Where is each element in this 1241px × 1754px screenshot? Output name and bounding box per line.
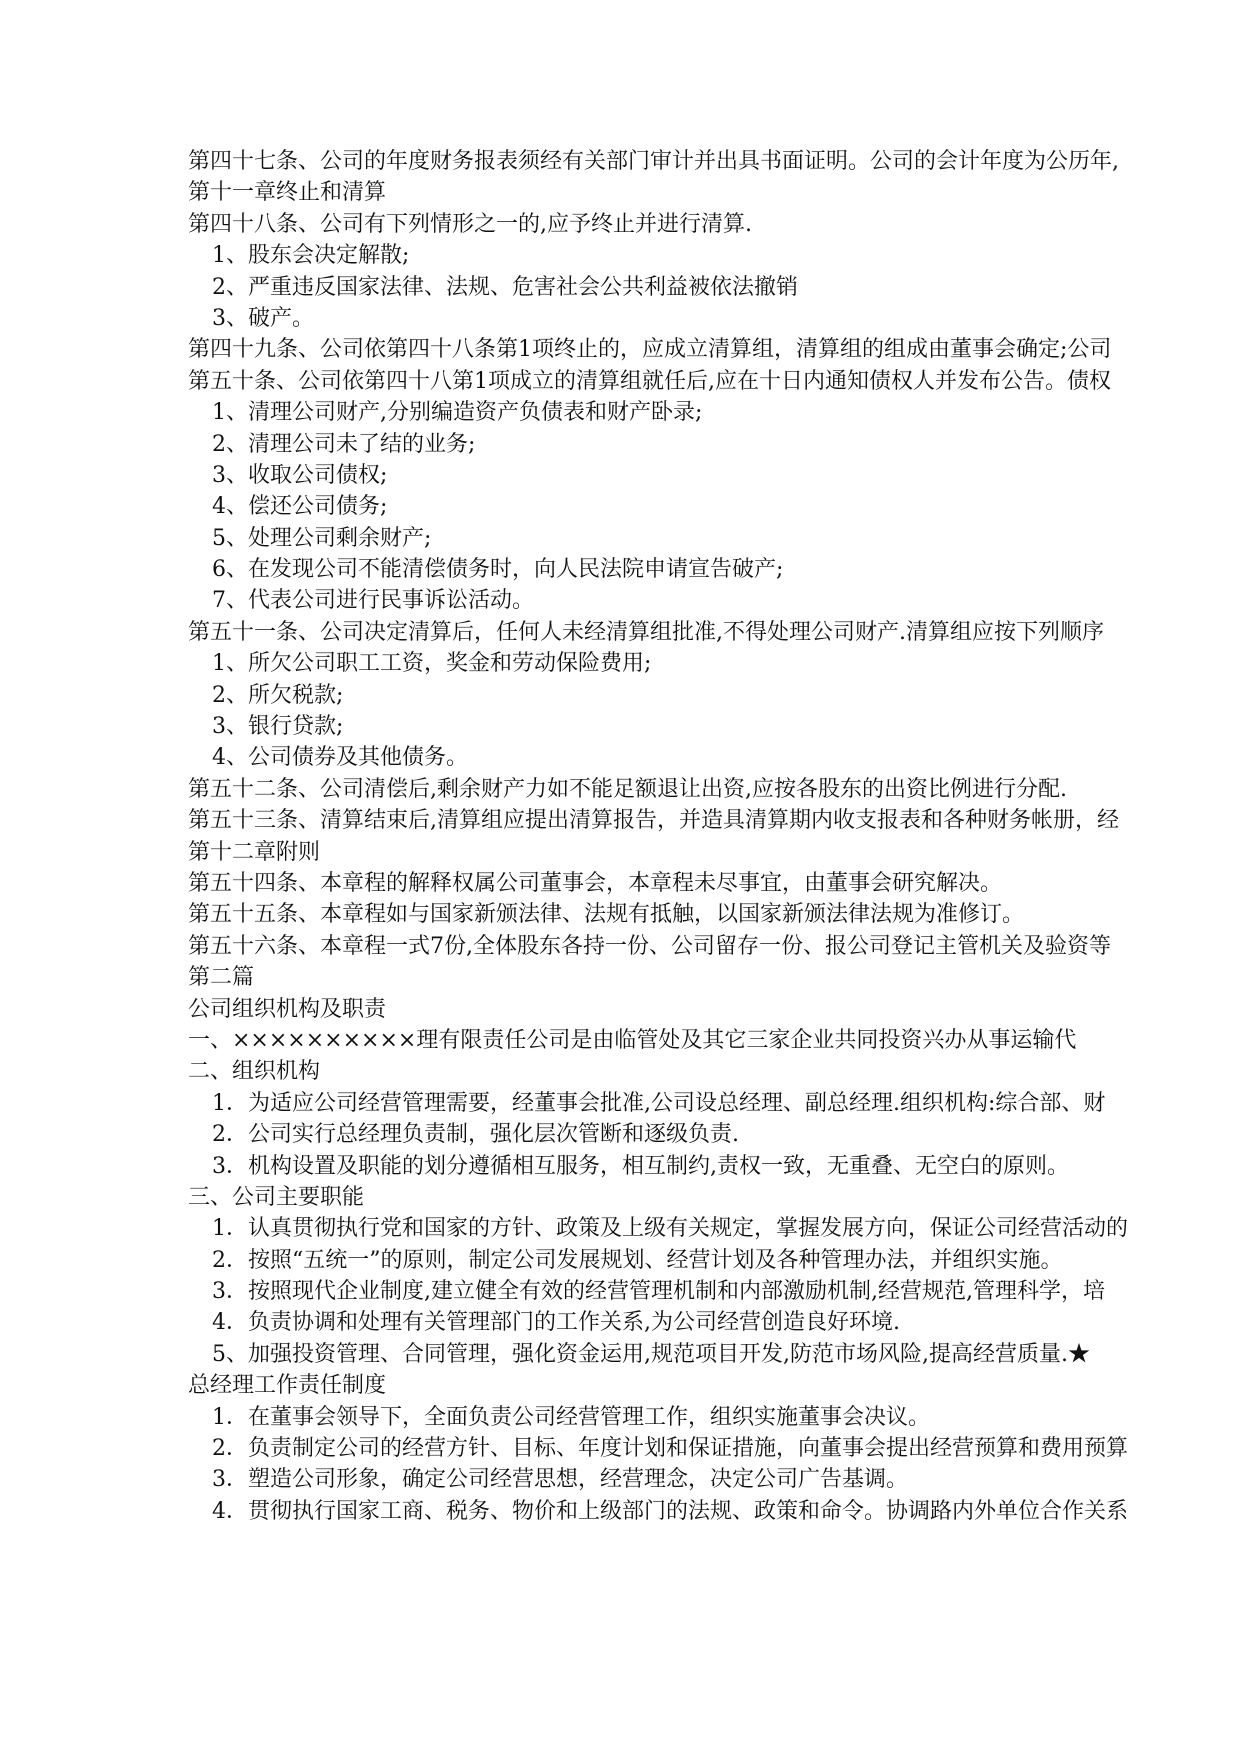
list-item: 1．为适应公司经营管理需要，经董事会批准,公司设总经理、副总经理.组织机构:综合部、财 — [212, 1090, 1106, 1116]
list-item: 7、代表公司进行民事诉讼活动。 — [212, 588, 534, 614]
paragraph-line: 第十二章附则 — [188, 839, 321, 865]
paragraph-line: 第五十一条、公司决定清算后，任何人未经清算组批准,不得处理公司财产.清算组应按下列顺序 — [188, 619, 1104, 645]
paragraph-line: 第二篇 — [188, 965, 255, 991]
paragraph-line: 二、组织机构 — [188, 1059, 321, 1085]
list-item: 3、收取公司债权; — [212, 462, 388, 488]
list-item: 1、股东会决定解散; — [212, 243, 410, 269]
paragraph-line: 三、公司主要职能 — [188, 1184, 365, 1210]
list-item: 2、清理公司未了结的业务; — [212, 431, 476, 457]
paragraph-line: 第五十五条、本章程如与国家新颁法律、法规有抵触，以国家新颁法律法规为准修订。 — [188, 902, 1025, 928]
paragraph-line: 总经理工作责任制度 — [188, 1373, 387, 1399]
list-item: 6、在发现公司不能清偿债务时，向人民法院申请宣告破产; — [212, 557, 784, 583]
list-item: 5、加强投资管理、合同管理，强化资金运用,规范项目开发,防范市场风险,提高经营质量.★ — [212, 1341, 1090, 1367]
paragraph-line: 第五十二条、公司清偿后,剩余财产力如不能足额退让出资,应按各股东的出资比例进行分配. — [188, 776, 1067, 802]
document-body — [188, 146, 1241, 1527]
list-item: 3．塑造公司形象，确定公司经营思想，经营理念，决定公司广告基调。 — [212, 1467, 908, 1493]
paragraph-line: 第四十八条、公司有下列情形之一的,应予终止并进行清算. — [188, 211, 752, 237]
list-item: 3、破产。 — [212, 305, 314, 331]
list-item: 3．按照现代企业制度,建立健全有效的经营管理机制和内部激励机制,经营规范,管理科学，培 — [212, 1279, 1105, 1305]
list-item: 4．贯彻执行国家工商、税务、物价和上级部门的法规、政策和命令。协调路内外单位合作关系 — [212, 1498, 1129, 1524]
paragraph-line: 第五十条、公司依第四十八第1项成立的清算组就任后,应在十日内通知债权人并发布公告。债权 — [188, 368, 1111, 394]
list-item: 2．公司实行总经理负责制，强化层次管断和逐级负责. — [212, 1122, 739, 1148]
paragraph-line: 第五十三条、清算结束后,清算组应提出清算报告，并造具清算期内收支报表和各种财务帐册，经 — [188, 808, 1119, 834]
list-item: 2．负责制定公司的经营方针、目标、年度计划和保证措施，向董事会提出经营预算和费用预算 — [212, 1436, 1129, 1462]
list-item: 4、公司债券及其他债务。 — [212, 745, 468, 771]
list-item: 3．机构设置及职能的划分遵循相互服务，相互制约,责权一致，无重叠、无空白的原则。 — [212, 1153, 1069, 1179]
list-item: 2．按照“五统一”的原则，制定公司发展规划、经营计划及各种管理办法，并组织实施。 — [212, 1247, 1063, 1273]
list-item: 1、所欠公司职工工资，奖金和劳动保险费用; — [212, 651, 652, 677]
list-item: 1．认真贯彻执行党和国家的方针、政策及上级有关规定，掌握发展方向，保证公司经营活动的 — [212, 1216, 1129, 1242]
paragraph-line: 第五十六条、本章程一式7份,全体股东各持一份、公司留存一份、报公司登记主管机关及验资等 — [188, 933, 1111, 959]
paragraph-line: 第五十四条、本章程的解释权属公司董事会，本章程未尽事宜，由董事会研究解决。 — [188, 870, 1003, 896]
list-item: 2、所欠税款; — [212, 682, 344, 708]
list-item: 2、严重违反国家法律、法规、危害社会公共利益被依法撤销 — [212, 274, 798, 300]
list-item: 4．负责协调和处理有关管理部门的工作关系,为公司经营创造良好环境. — [212, 1310, 900, 1336]
list-item: 4、偿还公司债务; — [212, 494, 388, 520]
paragraph-line: 第四十七条、公司的年度财务报表须经有关部门审计并出具书面证明。公司的会计年度为公历年, — [188, 149, 1119, 174]
list-item: 3、银行贷款; — [212, 714, 344, 740]
list-item: 1．在董事会领导下，全面负责公司经营管理工作，组织实施董事会决议。 — [212, 1404, 930, 1430]
paragraph-line: 公司组织机构及职责 — [188, 996, 387, 1022]
paragraph-line: 第十一章终止和清算 — [188, 180, 387, 206]
paragraph-line: 一、××××××××××理有限责任公司是由临管处及其它三家企业共同投资兴办从事运输代 — [188, 1027, 1077, 1053]
list-item: 1、清理公司财产,分别编造资产负债表和财产卧录; — [212, 400, 703, 426]
list-item: 5、处理公司剩余财产; — [212, 525, 432, 551]
paragraph-line: 第四十九条、公司依第四十八条第1项终止的，应成立清算组，清算组的组成由董事会确定;公司 — [188, 337, 1112, 363]
